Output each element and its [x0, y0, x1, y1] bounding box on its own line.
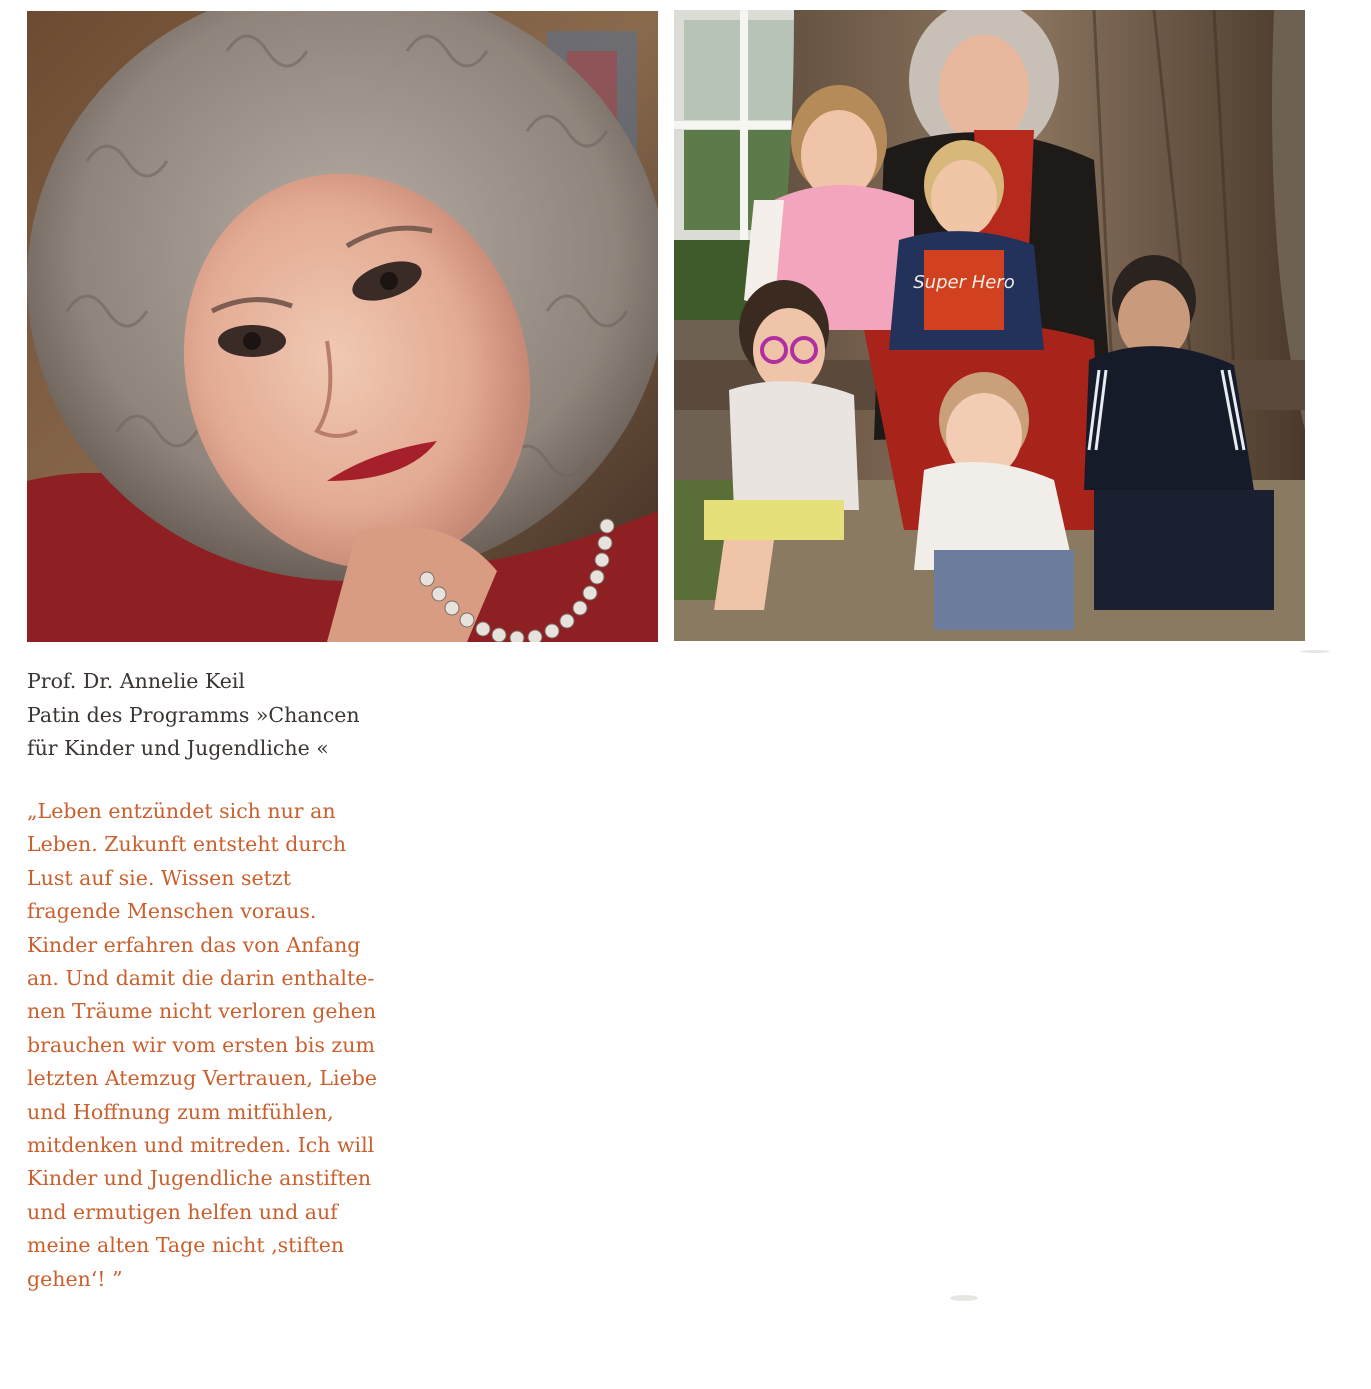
quote-line: Kinder und Jugendliche anstiften — [27, 1166, 372, 1191]
group-illustration — [674, 10, 1305, 641]
quote-line: gehen‘! ” — [27, 1266, 123, 1291]
quote-line: Lust auf sie. Wissen setzt — [27, 865, 291, 890]
quote-line: brauchen wir vom ersten bis zum — [27, 1032, 375, 1057]
portrait-photo — [27, 11, 658, 642]
quote-line: mitdenken und mitreden. Ich will — [27, 1133, 375, 1158]
caption-name: Prof. Dr. Annelie Keil — [27, 669, 245, 693]
photo-caption — [27, 665, 387, 766]
quote-line: Leben. Zukunft entsteht durch — [27, 832, 347, 857]
shirt-print: Super Hero — [913, 272, 1015, 293]
quote-block — [27, 795, 407, 1296]
scan-speck — [1300, 650, 1330, 653]
scan-speck — [950, 1295, 978, 1301]
quote-line: und ermutigen helfen und auf — [27, 1199, 338, 1224]
quote-line: letzten Atemzug Vertrauen, Liebe — [27, 1066, 377, 1091]
quote-line: fragende Menschen voraus. — [27, 899, 317, 924]
quote-line: und Hoffnung zum mitfühlen, — [27, 1099, 334, 1124]
portrait-illustration — [27, 11, 658, 642]
group-photo — [674, 10, 1305, 641]
caption-role: Patin des Programms »Chancen — [27, 702, 360, 727]
caption-role-cont: für Kinder und Jugendliche « — [27, 736, 329, 760]
quote-line: „Leben entzündet sich nur an — [27, 799, 336, 823]
quote-line: nen Träume nicht verloren gehen — [27, 999, 377, 1024]
quote-line: an. Und damit die darin enthalte- — [27, 966, 375, 991]
quote-line: meine alten Tage nicht ‚stiften — [27, 1233, 345, 1258]
quote-line: Kinder erfahren das von Anfang — [27, 932, 361, 957]
